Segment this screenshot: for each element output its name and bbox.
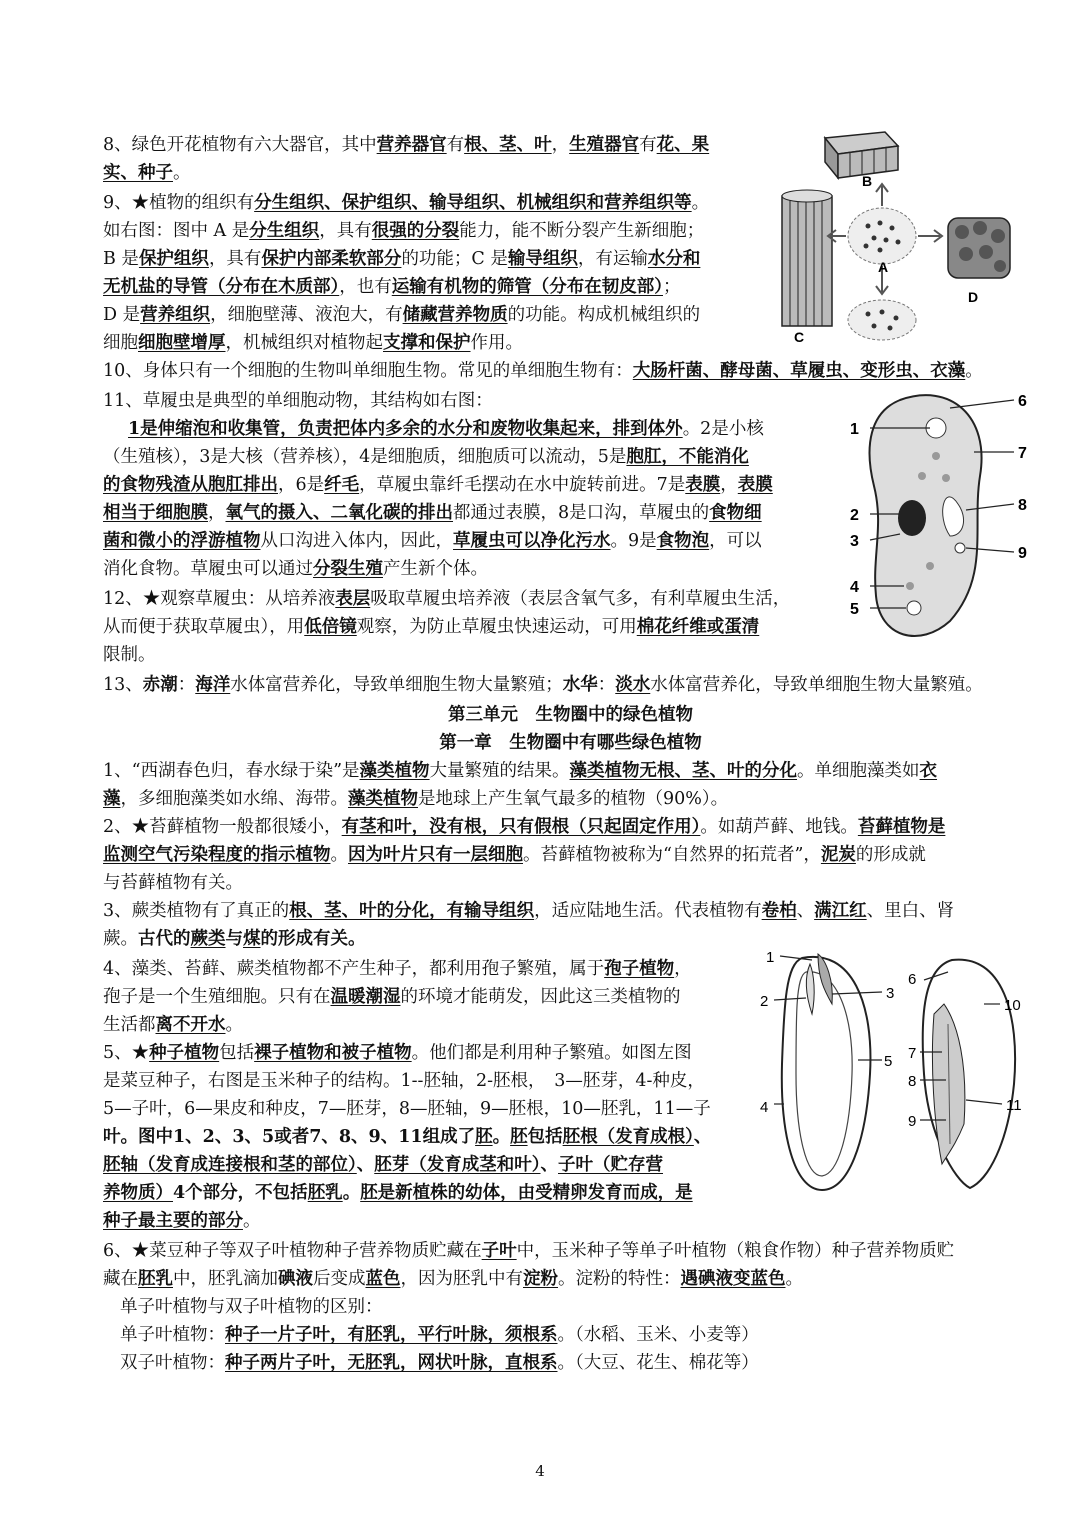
seed-label-1: 1 [766,949,775,966]
item-12-line-3: 限制。 [103,645,156,665]
paramecium-label-1: 1 [850,421,859,438]
seed-label-2: 2 [760,993,769,1010]
tissue-label-c: C [794,329,805,345]
seed-label-3: 3 [886,985,895,1002]
item-12-line-1: 12、★观察草履虫：从培养液表层吸取草履虫培养液（表层含氧气多，有利草履虫生活， [103,589,791,609]
paramecium-label-2: 2 [850,507,859,524]
paramecium-label-5: 5 [850,601,859,618]
seed-label-8: 8 [908,1073,917,1090]
seed-label-6: 6 [908,971,917,988]
chapter-item-6-line-1: 6、★菜豆种子等双子叶植物种子营养物质贮藏在子叶中，玉米种子等单子叶植物（粮食作物）种子营养物质贮 [103,1241,955,1261]
chapter-item-5-line-6: 养物质）4个部分，不包括胚乳。胚是新植株的幼体，由受精卵发育而成，是 [103,1183,693,1203]
bean-seed-shape [782,954,871,1190]
seed-structure-figure [752,944,1042,1198]
seed-label-4: 4 [760,1099,769,1116]
chapter-item-1-line-2: 藻，多细胞藻类如水绵、海带。藻类植物是地球上产生氧气最多的植物（90%）。 [103,789,729,809]
item-11-line-1: 11、草履虫是典型的单细胞动物，其结构如右图： [103,391,493,411]
item-11-line-2: 1是伸缩泡和收集管，负责把体内多余的水分和废物收集起来，排到体外。2是小核 [128,419,764,439]
paramecium-label-7: 7 [1018,445,1027,462]
unit-title: 第三单元 生物圈中的绿色植物 [448,705,693,725]
item-8-line-1: 8、绿色开花植物有六大器官，其中营养器官有根、茎、叶，生殖器官有花、果 [103,135,710,155]
chapter-item-2-line-3: 与苔藓植物有关。 [103,873,243,893]
item-9-line-2: 如右图：图中 A 是分生组织，具有很强的分裂能力，能不断分裂产生新细胞； [103,221,705,241]
chapter-item-5-line-3: 5—子叶，6—果皮和种皮，7—胚芽，8—胚轴，9—胚根，10—胚乳，11—子 [103,1099,711,1119]
paramecium-label-3: 3 [850,533,859,550]
page-number: 4 [535,1462,545,1480]
paramecium-figure [840,386,1040,648]
chapter-item-6-line-4: 单子叶植物：种子一片子叶，有胚乳，平行叶脉，须根系。（水稻、玉米、小麦等） [120,1325,759,1345]
item-11-line-7: 消化食物。草履虫可以通过分裂生殖产生新个体。 [103,559,488,579]
tissue-label-b: B [862,173,873,189]
item-10-line: 10、身体只有一个细胞的生物叫单细胞生物。常见的单细胞生物有：大肠杆菌、酵母菌、草履虫、变形虫、衣藻。 [103,361,983,381]
chapter-item-3-line-2: 蕨。古代的蕨类与煤的形成有关。 [103,929,366,949]
chapter-title: 第一章 生物圈中有哪些绿色植物 [439,733,702,753]
paramecium-label-9: 9 [1018,545,1027,562]
tissue-label-d: D [968,289,979,305]
seed-label-7: 7 [908,1045,917,1062]
chapter-item-4-line-2: 孢子是一个生殖细胞。只有在温暖潮湿的环境才能萌发，因此这三类植物的 [103,987,681,1007]
chapter-item-2-line-2: 监测空气污染程度的指示植物。因为叶片只有一层细胞。苔藓植物被称为“自然界的拓荒者”，泥炭的形成就 [103,845,926,865]
plant-tissue-figure [770,128,1030,350]
seed-label-10: 10 [1004,997,1021,1014]
chapter-item-5-line-5: 胚轴（发育成连接根和茎的部位）、胚芽（发育成茎和叶）、子叶（贮存营 [103,1155,663,1175]
seed-label-5: 5 [884,1053,893,1070]
chapter-item-6-line-2: 藏在胚乳中，胚乳滴加碘液后变成蓝色，因为胚乳中有淀粉。淀粉的特性：遇碘液变蓝色。 [103,1269,803,1289]
chapter-item-5-line-4: 叶。图中1、2、3、5或者7、8、9、11组成了胚。胚包括胚根（发育成根）、 [103,1127,712,1147]
tissue-lower-cluster [848,300,916,340]
item-9-line-4: 无机盐的导管（分布在木质部），也有运输有机物的筛管（分布在韧皮部）； [103,277,681,297]
chapter-item-5-line-1: 5、★种子植物包括裸子植物和被子植物。他们都是利用种子繁殖。如图左图 [103,1043,692,1063]
seed-label-9: 9 [908,1113,917,1130]
chapter-item-2-line-1: 2、★苔藓植物一般都很矮小，有茎和叶，没有根，只有假根（只起固定作用）。如葫芦藓、地钱。苔藓植物是 [103,817,946,837]
chapter-item-5-line-7: 种子最主要的部分。 [103,1211,261,1231]
chapter-item-5-line-2: 是菜豆种子，右图是玉米种子的结构。1--胚轴，2-胚根， 3—胚芽，4-种皮， [103,1071,705,1091]
seed-label-11: 11 [1006,1097,1022,1114]
chapter-item-3-line-1: 3、蕨类植物有了真正的根、茎、叶的分化，有输导组织，适应陆地生活。代表植物有卷柏、满江红、里白、肾 [103,901,955,921]
corn-seed-shape [923,960,1015,1188]
item-11-line-4: 的食物残渣从胞肛排出，6是纤毛，草履虫靠纤毛摆动在水中旋转前进。7是表膜，表膜 [103,475,773,495]
paramecium-label-6: 6 [1018,393,1027,410]
tissue-d-shape [948,218,1010,278]
chapter-item-6-line-5: 双子叶植物：种子两片子叶，无胚乳，网状叶脉，直根系。（大豆、花生、棉花等） [120,1353,759,1373]
tissue-b-shape [825,132,898,178]
item-13-line: 13、赤潮：海洋水体富营养化，导致单细胞生物大量繁殖；水华：淡水水体富营养化，导致单细胞生物大量繁殖。 [103,675,983,695]
item-11-line-5: 相当于细胞膜，氧气的摄入、二氧化碳的排出都通过表膜，8是口沟，草履虫的食物细 [103,503,762,523]
item-9-line-1: 9、★植物的组织有分生组织、保护组织、输导组织、机械组织和营养组织等。 [103,193,710,213]
item-9-line-6: 细胞细胞壁增厚，机械组织对植物起支撑和保护作用。 [103,333,523,353]
chapter-item-6-line-3: 单子叶植物与双子叶植物的区别： [120,1297,383,1317]
chapter-item-1-line-1: 1、“西湖春色归，春水绿于染”是藻类植物大量繁殖的结果。藻类植物无根、茎、叶的分化。单细胞藻类如衣 [103,761,938,781]
tissue-c-shape [782,190,832,326]
item-11-line-6: 菌和微小的浮游植物从口沟进入体内，因此，草履虫可以净化污水。9是食物泡，可以 [103,531,762,551]
tissue-a-shape [848,208,916,264]
tissue-label-a: A [878,259,889,275]
item-8-line-2: 实、种子。 [103,163,191,183]
item-9-line-3: B 是保护组织，具有保护内部柔软部分的功能；C 是输导组织，有运输水分和 [103,249,701,269]
item-12-line-2: 从而便于获取草履虫），用低倍镜观察，为防止草履虫快速运动，可用棉花纤维或蛋清 [103,617,760,637]
chapter-item-4-line-3: 生活都离不开水。 [103,1015,243,1035]
chapter-item-4-line-1: 4、藻类、苔藓、蕨类植物都不产生种子，都利用孢子繁殖，属于孢子植物， [103,959,692,979]
paramecium-label-8: 8 [1018,497,1027,514]
item-9-line-5: D 是营养组织，细胞壁薄、液泡大，有储藏营养物质的功能。构成机械组织的 [103,305,701,325]
macronucleus-shape [898,500,926,536]
item-11-line-3: （生殖核），3是大核（营养核），4是细胞质，细胞质可以流动，5是胞肛，不能消化 [103,447,749,467]
paramecium-label-4: 4 [850,579,859,596]
